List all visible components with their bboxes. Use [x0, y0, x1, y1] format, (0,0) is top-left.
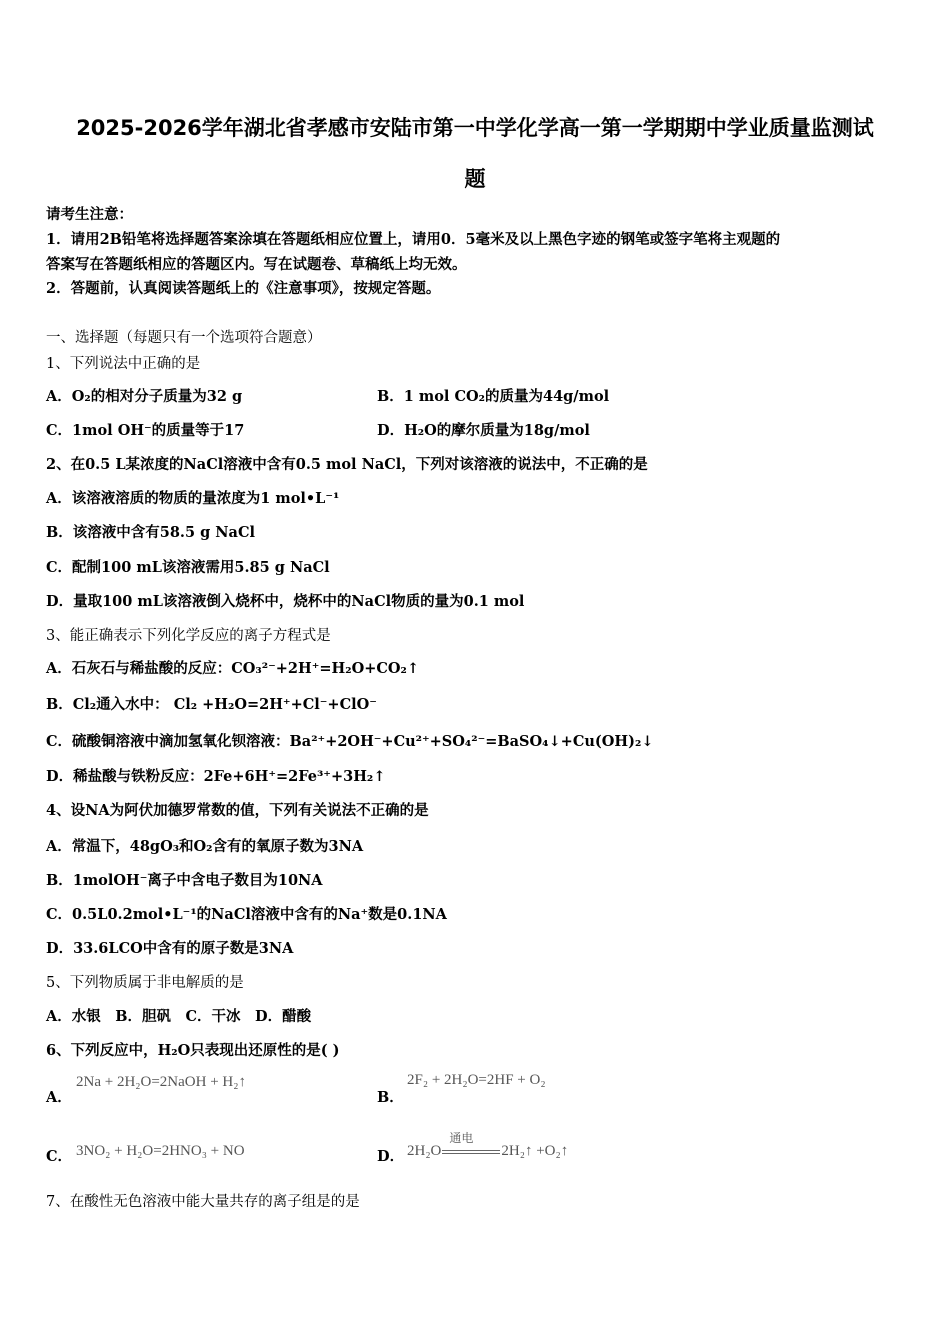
q6-option-d-label: D． — [377, 1148, 405, 1165]
double-bar-icon — [442, 1150, 500, 1154]
q2-stem: 2、在0.5 L某浓度的NaCl溶液中含有0.5 mol NaCl，下列对该溶液的说法中，不正确的是 — [46, 456, 648, 473]
q6-option-b-label: B． — [377, 1089, 404, 1106]
q3-option-a: A．石灰石与稀盐酸的反应：CO₃²⁻+2H⁺=H₂O+CO₂↑ — [46, 660, 420, 677]
q1-option-a: A．O₂的相对分子质量为32 g — [46, 388, 243, 405]
q6-option-a-formula: 2Na + 2H₂O=2NaOH + H₂↑ — [76, 1074, 246, 1090]
exam-title-line1: 2025-2026学年湖北省孝感市安陆市第一中学化学高一第一学期期中学业质量监测试 — [76, 116, 874, 140]
q4-option-d: D．33.6LCO中含有的原子数是3NA — [46, 940, 294, 957]
q1-option-c: C．1mol OH⁻的质量等于17 — [46, 422, 245, 439]
q6-option-a-label: A． — [46, 1089, 72, 1106]
q2-option-c: C．配制100 mL该溶液需用5.85 g NaCl — [46, 559, 330, 576]
q4-option-a: A．常温下，48gO₃和O₂含有的氧原子数为3NA — [46, 838, 364, 855]
q6-d-condition: 通电 — [449, 1131, 474, 1145]
q2-option-b: B．该溶液中含有58.5 g NaCl — [46, 524, 256, 541]
q5-stem: 5、下列物质属于非电解质的是 — [46, 975, 244, 991]
q1-option-b: B．1 mol CO₂的质量为44g/mol — [377, 388, 610, 405]
q2-option-a: A．该溶液溶质的物质的量浓度为1 mol•L⁻¹ — [46, 490, 340, 507]
q3-option-d: D．稀盐酸与铁粉反应：2Fe+6H⁺=2Fe³⁺+3H₂↑ — [46, 768, 386, 785]
q3-option-b: B．Cl₂通入水中： Cl₂ +H₂O=2H⁺+Cl⁻+ClO⁻ — [46, 696, 377, 713]
electrolysis-arrow — [441, 1131, 501, 1160]
q4-option-c: C．0.5L0.2mol•L⁻¹的NaCl溶液中含有的Na⁺数是0.1NA — [46, 906, 447, 923]
q6-option-c-formula: 3NO₂ + H₂O=2HNO₃ + NO — [76, 1143, 245, 1159]
section-heading: 一、选择题（每题只有一个选项符合题意） — [46, 330, 322, 346]
q6-option-b-formula: 2F₂ + 2H₂O=2HF + O₂ — [407, 1072, 546, 1088]
notice-item2: 2．答题前，认真阅读答题纸上的《注意事项》，按规定答题。 — [46, 280, 441, 297]
q3-stem: 3、能正确表示下列化学反应的离子方程式是 — [46, 628, 331, 644]
notice-item1-line2: 答案写在答题纸相应的答题区内。写在试题卷、草稿纸上均无效。 — [46, 256, 467, 273]
q4-stem: 4、设NA为阿伏加德罗常数的值，下列有关说法不正确的是 — [46, 802, 429, 819]
notice-item1-line1: 1．请用2B铅笔将选择题答案涂填在答题纸相应位置上，请用0．5毫米及以上黑色字迹的钢笔或签字笔将主观题的 — [46, 231, 781, 248]
exam-title-line2: 题 — [464, 167, 486, 191]
q7-stem: 7、在酸性无色溶液中能大量共存的离子组是的是 — [46, 1194, 360, 1210]
q6-d-products: 2H₂↑ +O₂↑ — [501, 1143, 569, 1159]
q6-d-reactant: 2H₂O — [407, 1143, 442, 1159]
q1-option-d: D．H₂O的摩尔质量为18g/mol — [377, 422, 590, 439]
q6-option-d-equation — [407, 1131, 569, 1160]
q1-stem: 1、下列说法中正确的是 — [46, 356, 201, 372]
q6-option-c-label: C． — [46, 1148, 73, 1165]
q2-option-d: D．量取100 mL该溶液倒入烧杯中，烧杯中的NaCl物质的量为0.1 mol — [46, 593, 525, 610]
q6-stem: 6、下列反应中，H₂O只表现出还原性的是( ) — [46, 1042, 340, 1059]
q4-option-b: B．1molOH⁻离子中含电子数目为10NA — [46, 872, 323, 889]
notice-heading: 请考生注意： — [46, 206, 133, 223]
q5-options: A．水银 B．胆矾 C．干冰 D．醋酸 — [46, 1008, 312, 1025]
q3-option-c: C．硫酸铜溶液中滴加氢氧化钡溶液：Ba²⁺+2OH⁻+Cu²⁺+SO₄²⁻=BaSO₄↓+Cu(OH)₂↓ — [46, 733, 654, 750]
